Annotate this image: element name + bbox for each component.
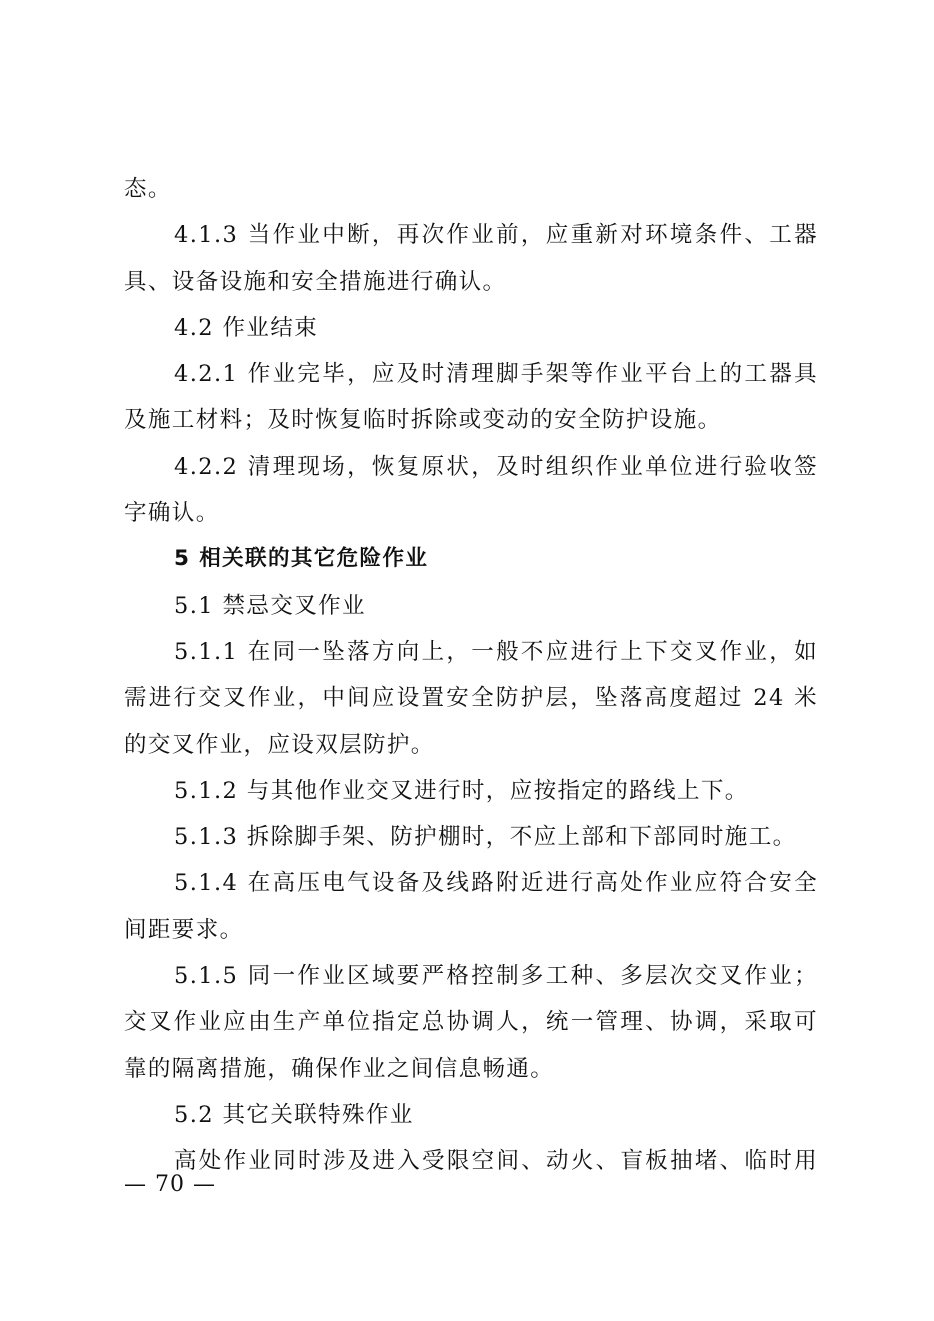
clause-5-1-3: 5.1.3 拆除脚手架、防护棚时，不应上部和下部同时施工。 bbox=[174, 824, 797, 851]
text-line: 及施工材料；及时恢复临时拆除或变动的安全防护设施。 bbox=[124, 407, 722, 434]
text-line: 字确认。 bbox=[124, 500, 220, 527]
text-line: 间距要求。 bbox=[124, 916, 244, 943]
clause-5-1-5: 5.1.5 同一作业区域要严格控制多工种、多层次交叉作业； bbox=[174, 963, 818, 990]
text-line: 交叉作业应由生产单位指定总协调人，统一管理、协调，采取可 bbox=[124, 1009, 818, 1036]
body-text bbox=[124, 166, 818, 1185]
text-line: 态。 bbox=[124, 176, 172, 202]
clause-4-2-2: 4.2.2 清理现场，恢复原状，及时组织作业单位进行验收签 bbox=[174, 453, 818, 480]
clause-5-1-1: 5.1.1 在同一坠落方向上，一般不应进行上下交叉作业，如 bbox=[174, 638, 818, 665]
clause-5-1-2: 5.1.2 与其他作业交叉进行时，应按指定的路线上下。 bbox=[174, 777, 749, 804]
page-number: — 70 — bbox=[124, 1172, 216, 1197]
section-heading-4-2: 4.2 作业结束 bbox=[174, 314, 319, 341]
clause-4-1-3: 4.1.3 当作业中断，再次作业前，应重新对环境条件、工器 bbox=[174, 222, 818, 249]
text-line: 的交叉作业，应设双层防护。 bbox=[124, 731, 435, 758]
text-line: 具、设备设施和安全措施进行确认。 bbox=[124, 268, 507, 295]
text-line: 靠的隔离措施，确保作业之间信息畅通。 bbox=[124, 1055, 555, 1082]
section-heading-5-2: 5.2 其它关联特殊作业 bbox=[174, 1101, 414, 1128]
text-line: 需进行交叉作业，中间应设置安全防护层，坠落高度超过 24 米 bbox=[124, 685, 818, 712]
chapter-heading-5: 5 相关联的其它危险作业 bbox=[174, 546, 429, 572]
section-heading-5-1: 5.1 禁忌交叉作业 bbox=[174, 592, 366, 619]
clause-5-1-4: 5.1.4 在高压电气设备及线路附近进行高处作业应符合安全 bbox=[174, 870, 818, 897]
clause-4-2-1: 4.2.1 作业完毕，应及时清理脚手架等作业平台上的工器具 bbox=[174, 361, 818, 388]
paragraph-5-2: 高处作业同时涉及进入受限空间、动火、盲板抽堵、临时用 bbox=[174, 1148, 818, 1175]
